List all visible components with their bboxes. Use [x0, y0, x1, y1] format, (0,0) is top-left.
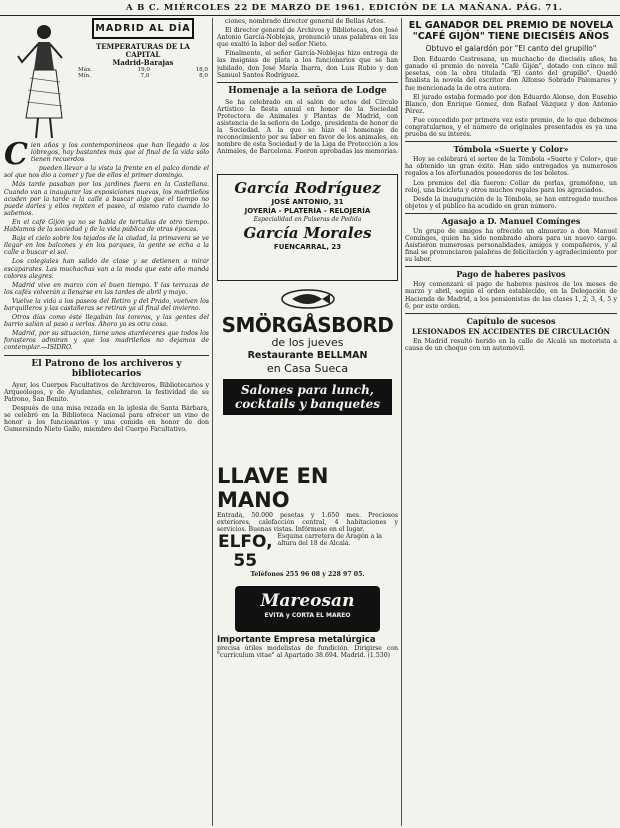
ad-slogan: Salones para lunch, cocktails y banquetes — [223, 379, 392, 415]
ad-text: Esquina carretera de Aragón a la altura del 18 de Alcalá. — [277, 532, 382, 547]
column-3 — [405, 18, 617, 824]
ad-text: precisa útiles modelistas de fundición. Dirigirse con "currículum vitae" al Apartado 38.694. Madrid. (1.530) — [217, 644, 398, 659]
ad-title: Importante Empresa metalúrgica — [217, 634, 376, 645]
divider — [405, 266, 617, 267]
paragraph: El director general de Archivos y Bibliotecas, don José Antonio García-Noblejas, pronunció unas palabras en las que exaltó la labor del señor Nieto. — [217, 27, 398, 49]
ad-metalurgica — [217, 635, 398, 659]
paragraph: Hoy se celebrará el sorteo de la Tómbola «Suerte y Color», que ha obtenido un gran éxito. Han sido entregados ya numerosos regalos a los afortunados poseedores de los boletos. — [405, 156, 617, 178]
paragraph: Vuelve la vida a los paseos del Retiro y del Prado, vuelven los barquilleros y las castañeras se retiran ya al final del invierno. — [4, 297, 209, 312]
ad-trade: JOYERÍA - PLATERÍA - RELOJERÍA — [244, 206, 371, 215]
divider — [405, 141, 617, 142]
subheadline: Obtuvo el galardón por "El canto del grupillo" — [425, 44, 597, 54]
ad-line: de los jueves — [271, 335, 344, 349]
paragraph: En Madrid resultó herido en la calle de Alcalá un motorista a causa de un choque con un automóvil. — [405, 337, 617, 352]
paragraph: Baja el cielo sobre los tejados de la ciudad, la primavera se ve llegar en los balcones y en los parques, la gente se echa a la calle a buscar el sol. — [4, 235, 209, 257]
subheadline-accidentes: LESIONADOS EN ACCIDENTES DE CIRCULACIÓN — [412, 326, 610, 336]
ad-title: LLAVE EN MANO — [217, 463, 329, 512]
ad-address: ELFO, 55 — [217, 531, 273, 571]
paragraph: Hoy comenzará el pago de haberes pasivos de los meses de marzo y abril, según el orden establecido, en la Delegación de Hacienda de Madrid, a los pensionistas de las clases 1, 2, 3, 4, 5 y 6, por este orden. — [405, 281, 617, 310]
ad-brand: Mareosan — [260, 590, 355, 611]
temps-value: 19,0 — [137, 67, 150, 73]
woman-figure-illustration — [4, 18, 74, 142]
headline-sucesos: Capítulo de sucesos — [466, 315, 556, 326]
divider — [405, 213, 617, 214]
ad-smorgasbord — [217, 284, 398, 458]
divider — [4, 355, 209, 356]
paragraph: Después de una misa rezada en la iglesia de Santa Bárbara, se celebró en la Biblioteca Nacional para ofrecer un vino de honor a los funcionarios y una comida en honor de don Gumersindo Nieto Gallo, miembro del Cuerpo Facultativo. — [4, 404, 209, 434]
column-1 — [4, 18, 209, 824]
ad-joyeria — [217, 174, 398, 281]
page-header: A B C. MIÉRCOLES 22 DE MARZO DE 1961. EDICIÓN DE LA MAÑANA. PÁG. 71. — [0, 0, 620, 16]
box-title: MADRID AL DÍA — [92, 18, 194, 39]
headline-agasajo: Agasajo a D. Manuel Comínges — [441, 215, 581, 226]
ad-mareosan — [217, 586, 398, 632]
column-rule — [212, 18, 213, 826]
headline-haberes: Pago de haberes pasivos — [456, 269, 566, 280]
ad-address: FUENCARRAL, 23 — [273, 242, 342, 251]
madrid-al-dia-box — [4, 18, 209, 142]
temps-value: 8,0 — [199, 73, 208, 80]
paragraph: Otros días como éste llegaban los toreros, y las gentes del barrio salían al paso a verlos. Ahora ya es otra cosa. — [4, 314, 209, 329]
divider — [405, 313, 617, 314]
initial-capital: C — [4, 137, 28, 172]
paragraph: Finalmente, el señor García-Noblejas hizo entrega de las insignias de plata a los funcionarios que se han jubilado, don José María Ibarra, don Luis Rubio y don Samuel Santos Rodríguez. — [217, 50, 398, 79]
paragraph: pueden llevar a la vista la frente en el palco donde el sol que nos dio a comer y fue de ellos el primer domingo. — [4, 165, 209, 180]
ad-title: SMÖRGÅSBORD — [221, 312, 394, 337]
paragraph: El jurado estaba formado por don Eduardo Alonso, don Eusebio Blanco, don Enrique Gómez, don Rafael Vázquez y don Antonio Pérez. — [405, 93, 617, 115]
ad-line: Restaurante BELLMAN — [247, 349, 368, 361]
column-2 — [217, 18, 398, 824]
ad-brand: García Rodríguez — [234, 178, 381, 197]
headline-lodge: Homenaje a la señora de Lodge — [228, 85, 387, 96]
paragraph: Desde la inauguración de la Tómbola, se han entregado muchos objetos y el público ha acudido en gran número. — [405, 195, 617, 210]
paragraph: Ayer, los Cuerpos Facultativos de Archiveros, Bibliotecarios y Arqueólogos, y de Ayudantes, celebraron la festividad de su Patrono, San Benito. — [4, 381, 209, 403]
paragraph: Madrid vive en marzo con el buen tiempo. Y las terrazas de los cafés volverán a llenarse en las tardes de abril y mayo. — [4, 281, 209, 296]
paragraph: ciones, nombrado director general de Bellas Artes. — [225, 18, 386, 25]
lead-paragraph: ien años y los contemporáneos que han llegado a los lóbregos, hay bastantes más que al final de la vida sólo tienen recuerdos — [30, 142, 209, 164]
paragraph: Fue concedido por primera vez este premio, de lo que debemos congratularnos, y el número de originales presentados es ya una prueba de su interés. — [405, 116, 617, 139]
temps-title: TEMPERATURAS DE LA CAPITAL — [95, 42, 190, 59]
ad-specialty: Especialidad en Pulseras de Pedida — [253, 215, 362, 223]
ad-text: Entrada, 50.000 pesetas y 1.650 mes. Preciosos exteriores, calefacción central, 4 habitaciones y servicios. Buenas vistas. Infórmese en el lugar. — [217, 511, 398, 533]
paragraph: Los premios del día fueron: Collar de perlas, gramófono, un reloj, una bicicleta y otros muchos regalos para los agraciados. — [405, 179, 617, 194]
temps-value: 18,0 — [195, 67, 208, 73]
paragraph: En el café Gijón ya no se habla de tertulias de otro tiempo. Hablamos de la sociedad y de la vida pública de otras épocas. — [4, 218, 209, 234]
ad-brand: García Morales — [243, 223, 372, 242]
temps-place: Madrid-Barajas — [112, 58, 174, 67]
paragraph: Madrid, por su situación, tiene unos atardeceres que todos los forasteros admiran y que los madrileños no dejamos de contemplar.—ISIDRO. — [4, 330, 209, 352]
temps-label: Máx. — [78, 67, 92, 73]
ad-tagline: EVITA y CORTA EL MAREO — [264, 611, 351, 619]
paragraph: Se ha celebrado en el salón de actos del Círculo Artístico la fiesta anual en honor de la Sociedad Protectora de Animales y Plantas de Madrid, con asistencia de la señora de Lodge, presidenta de honor de la Sociedad. A la que se hizo el homenaje de reconocimiento por su labor en favor de los animales, en nombre de esta Sociedad y de la Liga de Protección a los Animales, de Barcelona. Fueron aprobadas las memorias. — [217, 98, 398, 156]
ad-phone: Teléfonos 255 96 08 y 228 97 05. — [250, 570, 365, 578]
ad-llave-en-mano — [217, 464, 398, 578]
headline-tombola: Tómbola «Suerte y Color» — [453, 144, 569, 155]
paragraph: Los colegiales han salido de clase y se detienen a mirar escaparates. Las muchachas van a la moda que este año manda colores alegres. — [4, 258, 209, 280]
temps-row — [78, 73, 208, 79]
paragraph: Más tarde pasaban por los jardines fuera en la Castellana. Cuando van a inaugurar las exposiciones nuevas, los madrileños acuden por la tarde a la calle a buscar algo que el tiempo no puede darles y ellos repiten el paseo, al mismo rato cuando lo sabemos. — [4, 181, 209, 217]
temps-label: Mín. — [78, 73, 91, 80]
temps-value: 7,0 — [140, 73, 150, 80]
headline-novela: EL GANADOR DEL PREMIO DE NOVELA "CAFÉ GIJÓN" TIENE DIECISÉIS AÑOS — [408, 20, 614, 42]
column-rule — [401, 18, 402, 826]
divider — [217, 82, 398, 83]
fish-platter-icon — [278, 284, 338, 310]
headline-archiveros: El Patrono de los archiveros y bibliotecarios — [31, 358, 182, 379]
paragraph: Don Eduardo Castresana, un muchacho de dieciséis años, ha ganado el premio de novela "Café Gijón", dotado con cinco mil pesetas, con la obra titulada "El canto del grupillo". Quedó finalista la novela del escritor don Alfonso Sobrado Palomares y fue mencionada la de otra autora. — [405, 56, 617, 92]
ad-address: JOSÉ ANTONIO, 31 — [271, 197, 344, 206]
paragraph: Un grupo de amigos ha ofrecido un almuerzo a don Manuel Comínges, quien ha sido nombrado ahora para un nuevo cargo. Asistieron numerosas personalidades, amigos y compañeros, y al final se pronunciaron palabras de felicitación y agradecimiento por su labor. — [405, 227, 617, 264]
ad-line: en Casa Sueca — [266, 361, 349, 375]
